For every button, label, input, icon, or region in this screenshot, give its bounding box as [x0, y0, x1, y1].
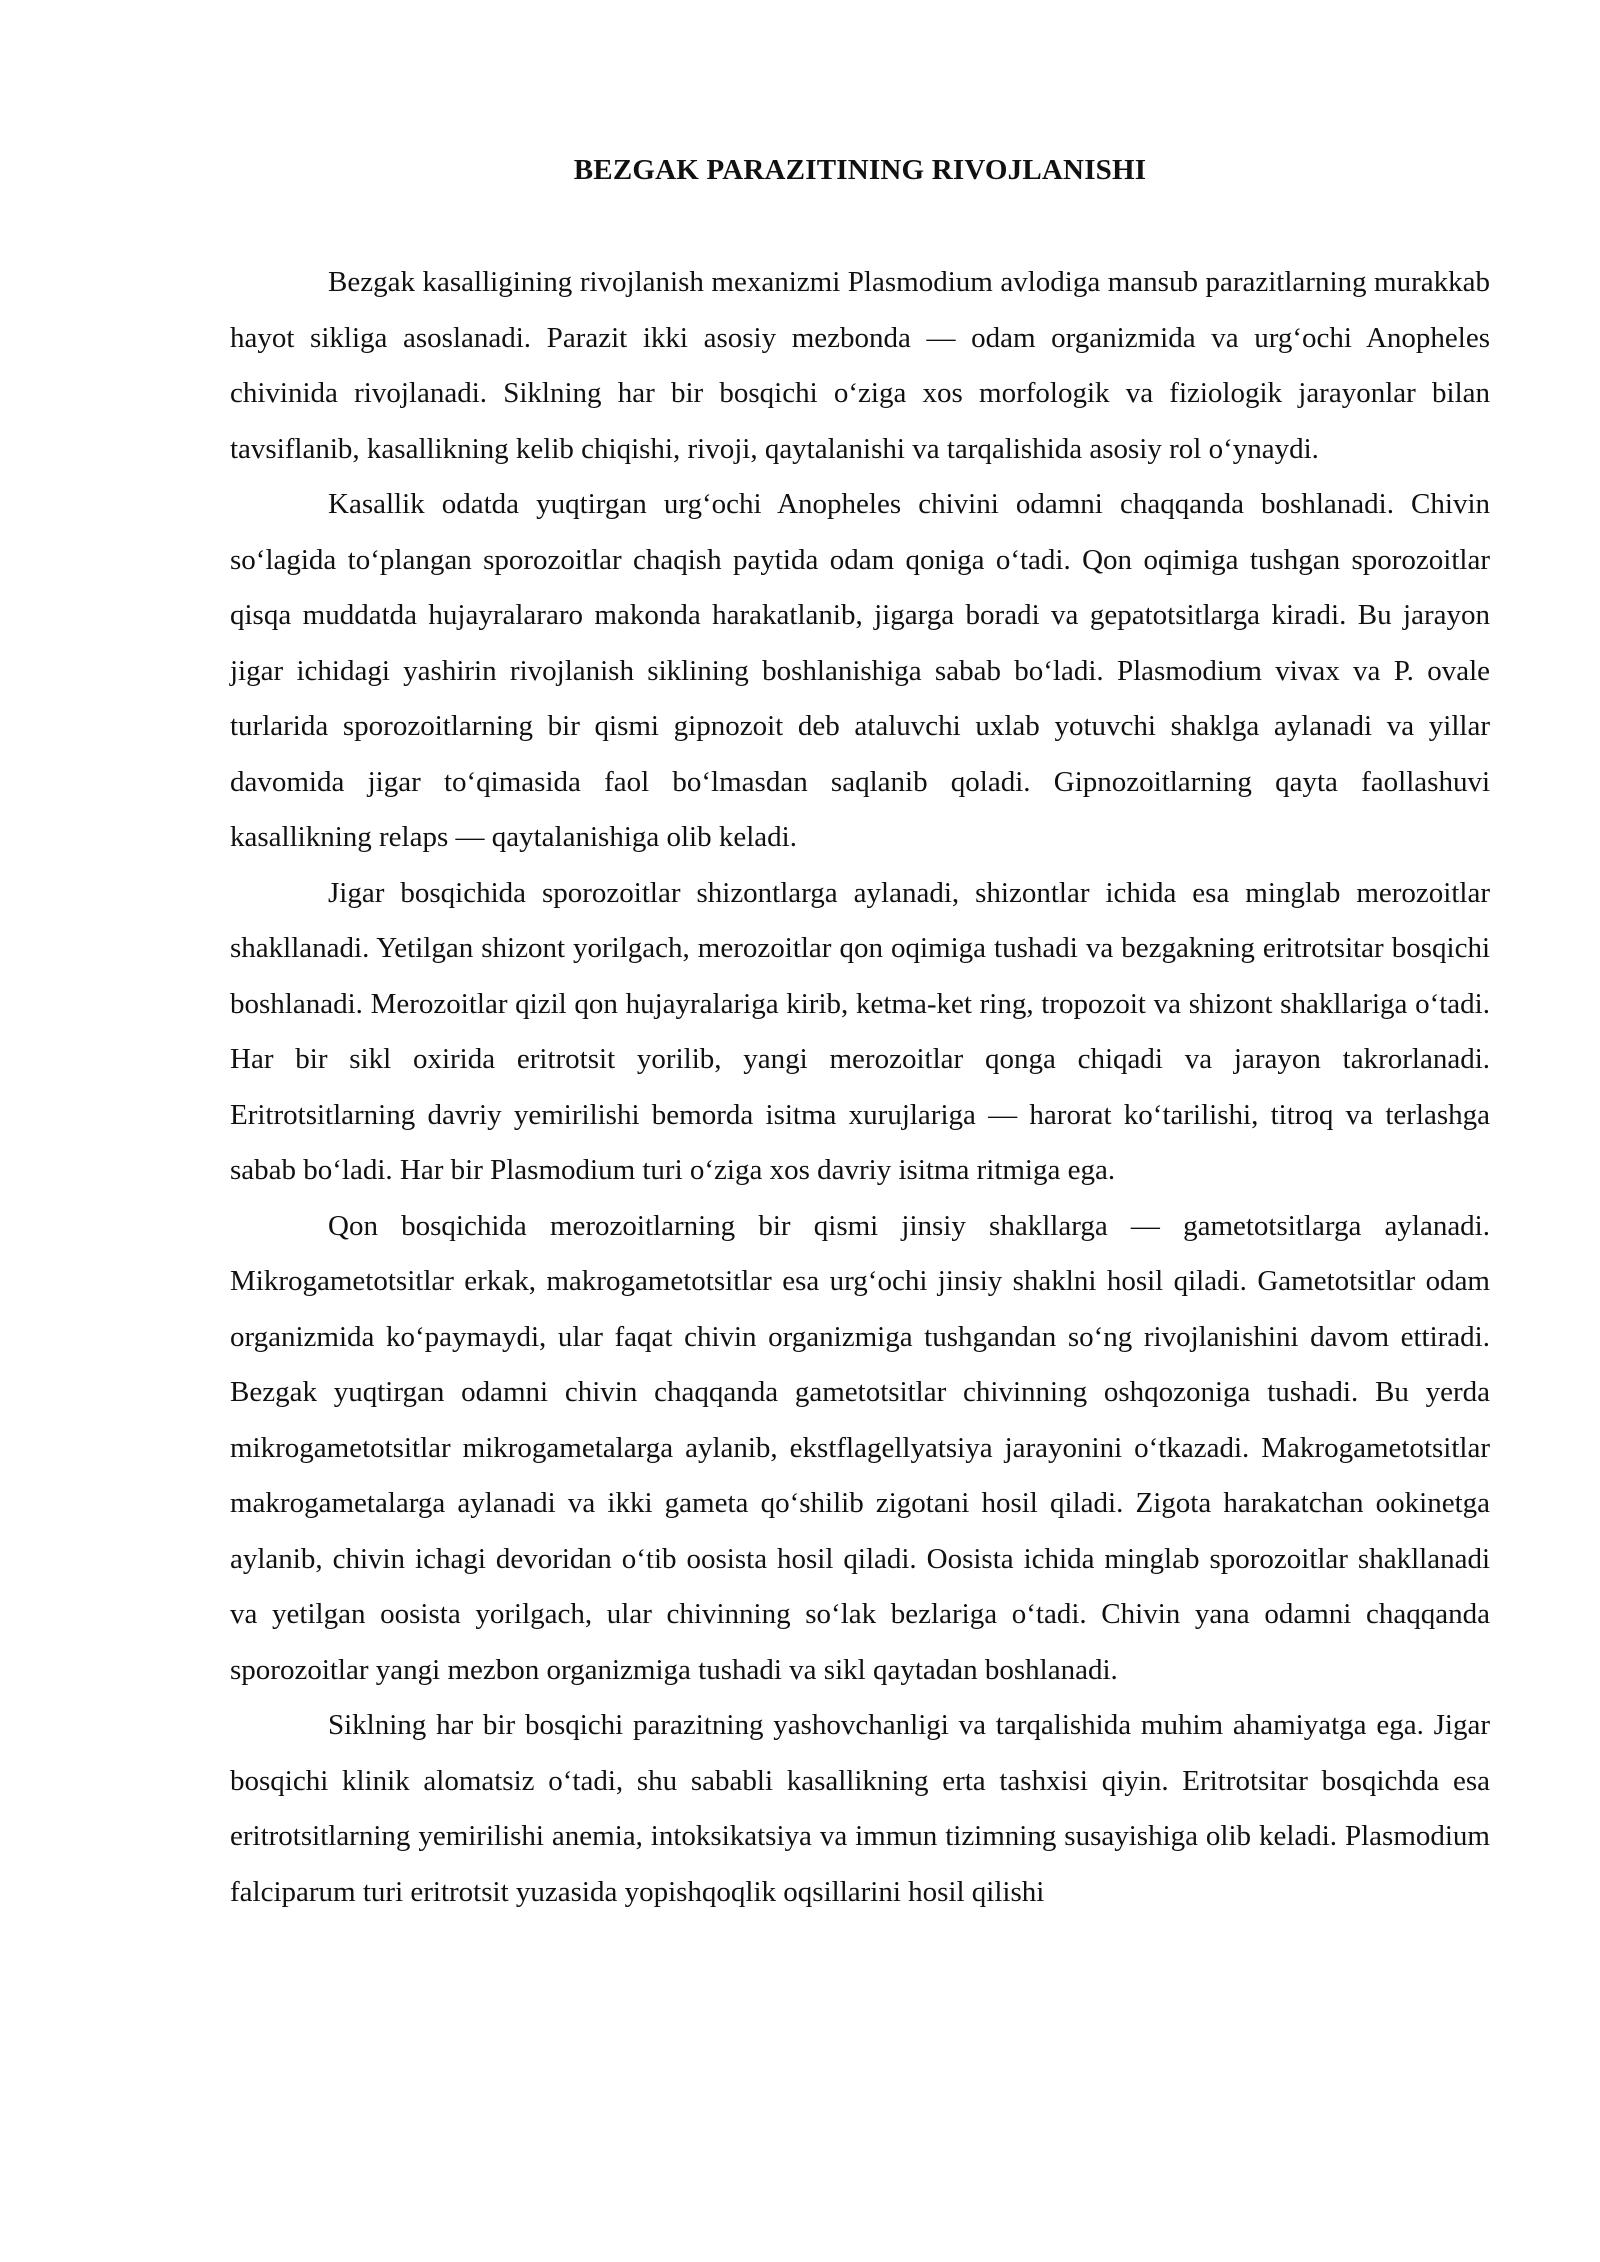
paragraph-5: Siklning har bir bosqichi parazitning yashovchanligi va tarqalishida muhim ahamiyatga ega. Jigar bosqichi klinik alomatsiz o‘tadi, shu sababli kasallikning erta tashxisi qiyin. Eritrotsitar bosqichda esa eritrotsitlarning yemirilishi anemia, intoksikatsiya va immun tizimning susayishiga olib keladi. Plasmodium falciparum turi eritrotsit yuzasida yopishqoqlik oqsillarini hosil qilishi	[230, 1709, 1490, 1908]
document-body	[230, 255, 1490, 1920]
paragraph-2: Kasallik odatda yuqtirgan urg‘ochi Anopheles chivini odamni chaqqanda boshlanadi. Chivin so‘lagida to‘plangan sporozoitlar chaqish paytida odam qoniga o‘tadi. Qon oqimiga tushgan sporozoitlar qisqa muddatda hujayralararo makonda harakatlanib, jigarga boradi va gepatotsitlarga kiradi. Bu jarayon jigar ichidagi yashirin rivojlanish siklining boshlanishiga sabab bo‘ladi. Plasmodium vivax va P. ovale turlarida sporozoitlarning bir qismi gipnozoit deb ataluvchi uxlab yotuvchi shaklga aylanadi va yillar davomida jigar to‘qimasida faol bo‘lmasdan saqlanib qoladi. Gipnozoitlarning qayta faollashuvi kasallikning relaps — qaytalanishiga olib keladi.	[230, 488, 1490, 853]
paragraph-4: Qon bosqichida merozoitlarning bir qismi jinsiy shakllarga — gametotsitlarga aylanadi. Mikrogametotsitlar erkak, makrogametotsitlar esa urg‘ochi jinsiy shaklni hosil qiladi. Gametotsitlar odam organizmida ko‘paymaydi, ular faqat chivin organizmiga tushgandan so‘ng rivojlanishini davom ettiradi. Bezgak yuqtirgan odamni chivin chaqqanda gametotsitlar chivinning oshqozoniga tushadi. Bu yerda mikrogametotsitlar mikrogametalarga aylanib, ekstflagellyatsiya jarayonini o‘tkazadi. Makrogametotsitlar makrogametalarga aylanadi va ikki gameta qo‘shilib zigotani hosil qiladi. Zigota harakatchan ookinetga aylanib, chivin ichagi devoridan o‘tib oosista hosil qiladi. Oosista ichida minglab sporozoitlar shakllanadi va yetilgan oosista yorilgach, ular chivinning so‘lak bezlariga o‘tadi. Chivin yana odamni chaqqanda sporozoitlar yangi mezbon organizmiga tushadi va sikl qaytadan boshlanadi.	[230, 1209, 1490, 1686]
paragraph-3: Jigar bosqichida sporozoitlar shizontlarga aylanadi, shizontlar ichida esa minglab merozoitlar shakllanadi. Yetilgan shizont yorilgach, merozoitlar qon oqimiga tushadi va bezgakning eritrotsitar bosqichi boshlanadi. Merozoitlar qizil qon hujayralariga kirib, ketma-ket ring, tropozoit va shizont shakllariga o‘tadi. Har bir sikl oxirida eritrotsit yorilib, yangi merozoitlar qonga chiqadi va jarayon takrorlanadi. Eritrotsitlarning davriy yemirilishi bemorda isitma xurujlariga — harorat ko‘tarilishi, titroq va terlashga sabab bo‘ladi. Har bir Plasmodium turi o‘ziga xos davriy isitma ritmiga ega.	[230, 876, 1490, 1186]
document-title: BEZGAK PARAZITINING RIVOJLANISHI	[573, 154, 1147, 186]
paragraph-1: Bezgak kasalligining rivojlanish mexanizmi Plasmodium avlodiga mansub parazitlarning murakkab hayot sikliga asoslanadi. Parazit ikki asosiy mezbonda — odam organizmida va urg‘ochi Anopheles chivinida rivojlanadi. Siklning har bir bosqichi o‘ziga xos morfologik va fiziologik jarayonlar bilan tavsiflanib, kasallikning kelib chiqishi, rivoji, qaytalanishi va tarqalishida asosiy rol o‘ynaydi.	[230, 266, 1490, 465]
